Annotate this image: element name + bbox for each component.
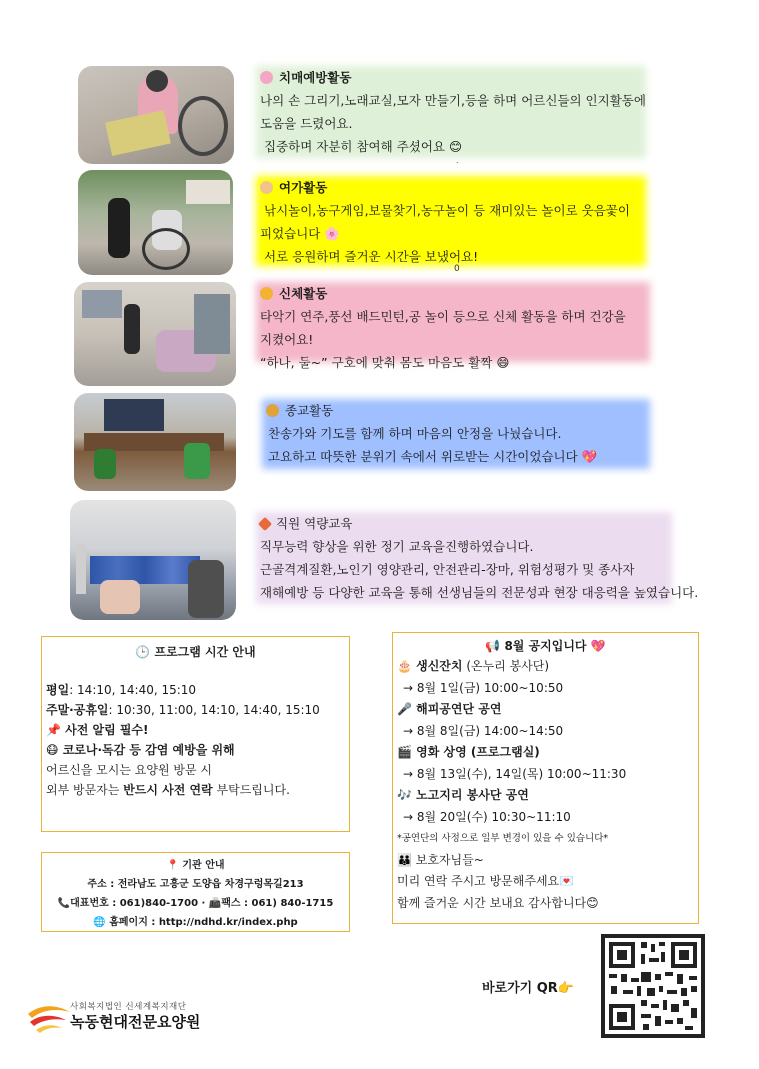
- weekday-times: 평일: 14:10, 14:40, 15:10: [46, 683, 197, 697]
- logo-foundation-name: 사회복지법인 신세계복지재단: [70, 1002, 187, 1012]
- activity-leisure: 여가활동 낚시놀이,농구게임,보물찾기,농구놀이 등 재미있는 놀이로 웃음꽃이 피었습니다 🌸 서로 응원하며 즐거운 시간을 보냈어요!: [256, 176, 646, 266]
- qr-code-image: [601, 934, 705, 1038]
- institution-phone-fax: 📞대표번호 : 061)840-1700 · 📠팩스 : 061) 840-1715: [57, 898, 334, 909]
- institution-address: 주소 : 전라남도 고흥군 도양읍 차경구렁목길213: [87, 879, 304, 890]
- guardian-greeting: 👪 보호자님들~: [397, 852, 484, 867]
- schedule-title: 🕒 프로그램 시간 안내: [135, 645, 256, 659]
- activity-title: 여가활동: [260, 176, 642, 199]
- advance-notice-title: 📌 사전 알림 필수!: [46, 723, 149, 737]
- shortcut-qr-label: 바로가기 QR👉: [482, 981, 575, 996]
- activity-title: 치매예방활동: [260, 66, 642, 89]
- weekend-times: 주말·공휴일: 10:30, 11:00, 14:10, 14:40, 15:10: [46, 703, 320, 717]
- notice-item-nogojiri: 🎶 노고지리 봉사단 공연: [397, 788, 529, 802]
- logo-mark-icon: [26, 1002, 72, 1036]
- notice-item-happy-performance: 🎤 해피공연단 공연: [397, 702, 502, 716]
- visit-notice-line1: 어르신을 모시는 요양원 방문 시: [46, 763, 212, 777]
- photo-staff-training: [70, 500, 236, 620]
- guardian-message-1: 미리 연락 주시고 방문해주세요💌: [397, 874, 575, 888]
- institution-title: 📍 기관 안내: [166, 860, 225, 871]
- notice-item-birthday: 🎂 생신잔치 (온누리 봉사단): [397, 659, 550, 673]
- august-notice-box: [392, 632, 699, 924]
- institution-info-box: [41, 852, 350, 932]
- activity-physical: 신체활동 타악기 연주,풍선 배드민턴,공 놀이 등으로 신체 활동을 하며 건강을 지켰어요! “하나, 둘~” 구호에 맞춰 몸도 마음도 활짝 😄: [256, 282, 650, 362]
- photo-dementia-prevention: [78, 66, 234, 164]
- activity-dementia: 치매예방활동 나의 손 그리기,노래교실,모자 만들기,등을 하며 어르신들의 인지활동에 도움을 드렸어요. 집중하며 자분히 참여해 주셨어요 😊: [256, 66, 646, 158]
- people-icon: [266, 404, 279, 417]
- institution-homepage[interactable]: 🌐 홈페이지 : http://ndhd.kr/index.php: [93, 917, 298, 928]
- qr-code[interactable]: [601, 934, 705, 1038]
- notice-item-movie: 🎬 영화 상영 (프로그램실): [397, 745, 540, 759]
- muscle-icon: [260, 287, 273, 300]
- notice-item-date: → 8월 8일(금) 14:00~14:50: [403, 723, 564, 738]
- activity-staff-training: 직원 역량교육 직무능력 향상을 위한 정기 교육을진행하였습니다. 근골격계질환,노인기 영양관리, 안전관리-장마, 위험성평가 및 종사자 재해예방 등 다양한 교육을 통해 선생님들의 전문성과 현장 대응력을 높였습니다.: [256, 512, 712, 604]
- pencil-icon: [258, 516, 272, 530]
- guardian-message-2: 함께 즐거운 시간 보내요 감사합니다😊: [397, 895, 599, 910]
- notice-disclaimer: *공연단의 사정으로 일부 변경이 있을 수 있습니다*: [397, 833, 609, 844]
- activity-religious: 종교활동 찬송가와 기도를 함께 하며 마음의 안정을 나눴습니다. 고요하고 따뜻한 분위기 속에서 위로받는 시간이었습니다 💖: [262, 399, 650, 469]
- program-schedule-box: [41, 636, 350, 832]
- activity-title: 신체활동: [260, 282, 646, 305]
- photo-leisure: [78, 170, 233, 275]
- visit-notice-line2: 외부 방문자는 반드시 사전 연락 부탁드립니다.: [46, 783, 290, 797]
- notice-title: 📢 8월 공지입니다 💖: [485, 639, 606, 653]
- activity-title: 종교활동: [266, 399, 646, 422]
- notice-item-date: → 8월 1일(금) 10:00~10:50: [403, 680, 564, 695]
- notice-item-date: → 8월 20일(수) 10:30~11:10: [403, 809, 571, 824]
- notice-item-date: → 8월 13일(수), 14일(목) 10:00~11:30: [403, 766, 627, 781]
- infection-notice: 😷 코로나·독감 등 감염 예방을 위해: [46, 743, 235, 757]
- stray-dot: .: [456, 156, 459, 165]
- stray-zero: 0: [454, 264, 460, 274]
- photo-physical: [74, 282, 236, 386]
- logo-facility-name: 녹동현대전문요양원: [70, 1013, 201, 1031]
- photo-religious: [74, 393, 236, 491]
- activity-title: 직원 역량교육: [260, 512, 708, 535]
- palette-icon: [260, 181, 273, 194]
- logo: [26, 998, 266, 1038]
- brain-icon: [260, 71, 273, 84]
